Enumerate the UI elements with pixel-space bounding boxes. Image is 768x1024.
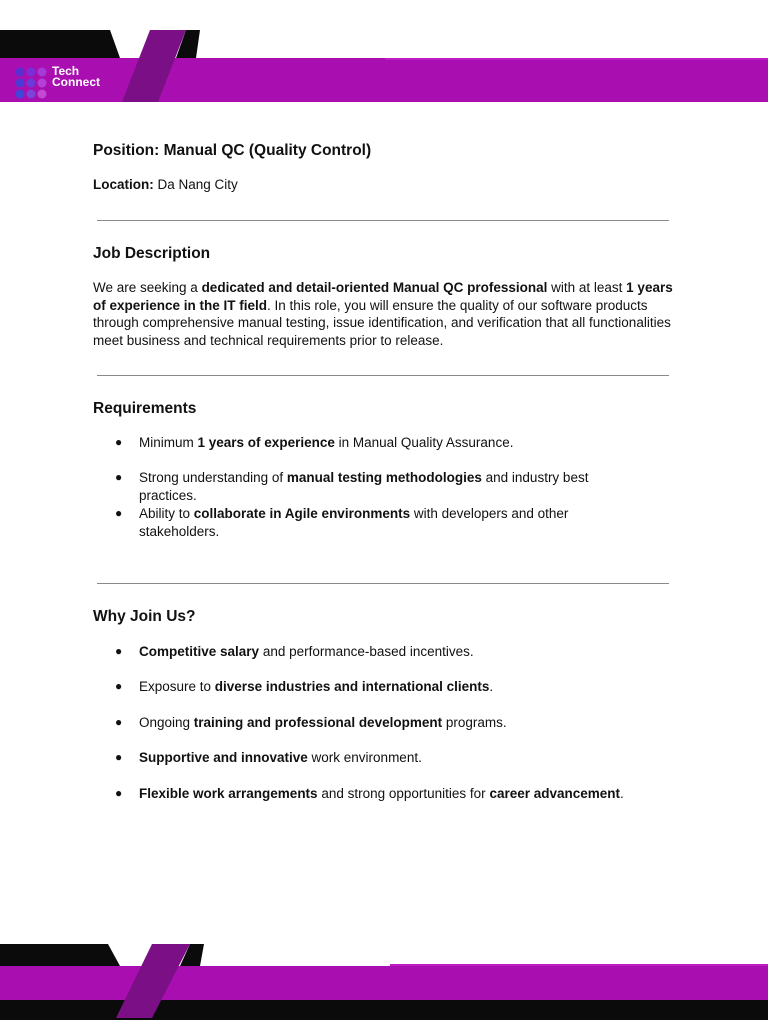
page-title <box>93 142 371 160</box>
list-item <box>115 469 635 504</box>
bullet-icon: ● <box>115 679 123 693</box>
list-item-text <box>139 434 635 452</box>
location-value: Da Nang City <box>157 177 238 192</box>
bullet-icon: ● <box>115 786 123 800</box>
list-item-text <box>139 714 635 732</box>
text-run: . <box>489 679 494 694</box>
divider <box>97 375 669 376</box>
text-run: with developers and other stakeholders. <box>139 506 569 539</box>
why-join-heading: Why Join Us? <box>93 608 196 625</box>
list-item <box>115 785 635 803</box>
position-label: Position: <box>93 142 160 159</box>
list-item-text <box>139 749 635 767</box>
list-item-text <box>139 505 635 540</box>
bold-text-run: Flexible work arrangements <box>139 786 318 801</box>
list-item-text <box>139 785 635 803</box>
bullet-icon: ● <box>115 750 123 764</box>
text-run: Ability to <box>139 506 194 521</box>
list-item <box>115 749 635 767</box>
list-item-text <box>139 678 635 696</box>
text-run: and industry best practices. <box>139 470 589 503</box>
location-label: Location: <box>93 177 154 192</box>
bold-text-run: 1 years of experience in the IT field <box>93 280 673 313</box>
text-run: Strong understanding of <box>139 470 287 485</box>
bold-text-run: manual testing methodologies <box>286 470 482 485</box>
bullet-icon: ● <box>115 470 123 484</box>
text-run: work environment. <box>307 750 422 765</box>
text-run: in Manual Quality Assurance. <box>334 435 514 450</box>
bold-text-run: 1 years of experience <box>197 435 335 450</box>
job-description-heading: Job Description <box>93 245 211 262</box>
logo-line-2: Connect <box>52 75 100 89</box>
divider <box>97 583 669 584</box>
text-run: programs. <box>442 715 507 730</box>
text-run: with at least <box>547 280 627 295</box>
bullet-icon: ● <box>115 644 123 658</box>
bold-text-run: diverse industries and international clients <box>214 679 490 694</box>
bold-text-run: Supportive and innovative <box>139 750 308 765</box>
text-run: . In this role, you will ensure the quality of our software products through comprehensive manual testing, issue identification, and verification that all functionalities meet business and technical requirements prior to release. <box>93 297 671 348</box>
requirements-heading: Requirements <box>93 400 197 417</box>
text-run: and strong opportunities for <box>317 786 490 801</box>
list-item <box>115 643 635 661</box>
company-logo <box>14 64 124 102</box>
logo-wordmark <box>52 66 100 88</box>
list-item <box>115 434 635 452</box>
bold-text-run: training and professional development <box>193 715 443 730</box>
bullet-icon: ● <box>115 506 123 520</box>
text-run: We are seeking a <box>93 280 202 295</box>
bullet-icon: ● <box>115 715 123 729</box>
list-item-text <box>139 643 635 661</box>
text-run: Minimum <box>139 435 198 450</box>
text-run: Exposure to <box>139 679 215 694</box>
list-item <box>115 678 635 696</box>
header-band <box>0 0 768 110</box>
list-item-text <box>139 469 635 504</box>
bold-text-run: career advancement <box>489 786 621 801</box>
divider <box>97 220 669 221</box>
position-value: Manual QC (Quality Control) <box>163 142 372 159</box>
location-line <box>93 177 238 192</box>
bullet-icon: ● <box>115 435 123 449</box>
logo-line-1: Tech <box>52 64 80 78</box>
job-description-text <box>93 279 673 349</box>
logo-dots-icon <box>14 66 50 100</box>
text-run: . <box>620 786 624 801</box>
footer-band <box>0 930 768 1024</box>
text-run: and performance-based incentives. <box>259 644 474 659</box>
bold-text-run: collaborate in Agile environments <box>193 506 411 521</box>
list-item <box>115 505 635 540</box>
footer-band-graphic <box>0 930 768 1024</box>
text-run: Ongoing <box>139 715 194 730</box>
bold-text-run: Competitive salary <box>139 644 260 659</box>
list-item <box>115 714 635 732</box>
bold-text-run: dedicated and detail-oriented Manual QC professional <box>201 280 548 295</box>
